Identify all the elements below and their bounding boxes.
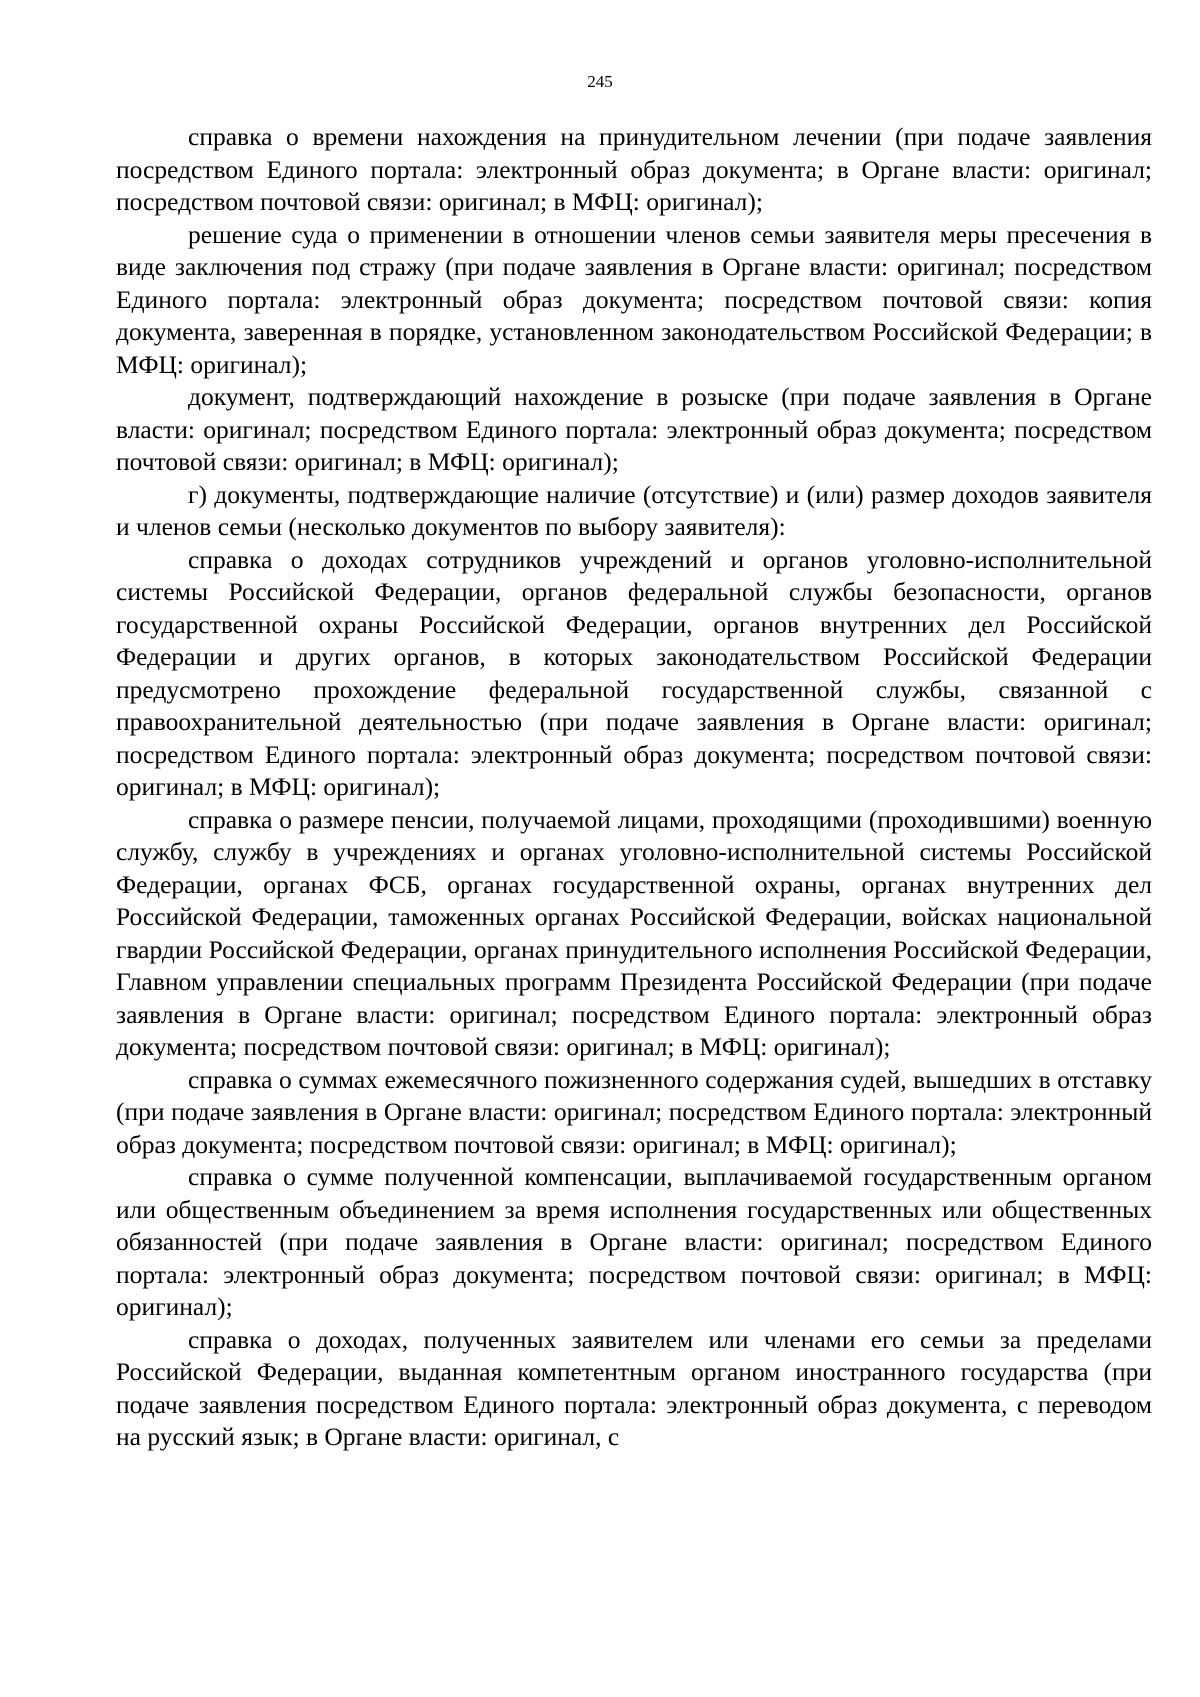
- document-body: [116, 121, 1152, 1454]
- paragraph-income-documents-heading: г) документы, подтверждающие наличие (отсутствие) и (или) размер доходов заявителя и членов семьи (несколько документов по выбору заявителя):: [116, 479, 1152, 541]
- page-number: 245: [587, 72, 613, 91]
- paragraph-law-enforcement-income-certificate: справка о доходах сотрудников учреждений и органов уголовно-исполнительной системы Российской Федерации, органов федеральной службы безопасности, органов государственной охраны Российской Федерации, органов внутренних дел Российской Федерации и других органов, в которых законодательством Российской Федерации предусмотрено прохождение федеральной государственной службы, связанной с правоохранительной деятельностью (при подаче заявления в Органе власти: оригинал; посредством Единого портала: электронный образ документа; посредством почтовой связи: оригинал; в МФЦ: оригинал);: [116, 544, 1152, 801]
- paragraph-wanted-list-document: документ, подтверждающий нахождение в розыске (при подаче заявления в Органе власти: оригинал; посредством Единого портала: электронный образ документа; посредством почтовой связи: оригинал; в МФЦ: оригинал);: [116, 382, 1152, 476]
- paragraph-pension-certificate: справка о размере пенсии, получаемой лицами, проходящими (проходившими) военную службу, службу в учреждениях и органах уголовно-исполнительной системы Российской Федерации, органах ФСБ, органах государственной охраны, органах внутренних дел Российской Федерации, таможенных органах Российской Федерации, войсках национальной гвардии Российской Федерации, органах принудительного исполнения Российской Федерации, Главном управлении специальных программ Президента Российской Федерации (при подаче заявления в Органе власти: оригинал; посредством Единого портала: электронный образ документа; посредством почтовой связи: оригинал; в МФЦ: оригинал);: [116, 804, 1152, 1061]
- paragraph-foreign-income-certificate: справка о доходах, полученных заявителем или членами его семьи за пределами Российской Федерации, выданная компетентным органом иностранного государства (при подаче заявления посредством Единого портала: электронный образ документа, с переводом на русский язык; в Органе власти: оригинал, с: [116, 1324, 1152, 1451]
- paragraph-forced-treatment-certificate: справка о времени нахождения на принудительном лечении (при подаче заявления посредством Единого портала: электронный образ документа; в Органе власти: оригинал; посредством почтовой связи: оригинал; в МФЦ: оригинал);: [116, 122, 1152, 216]
- paragraph-court-decision-detention: решение суда о применении в отношении членов семьи заявителя меры пресечения в виде заключения под стражу (при подаче заявления в Органе власти: оригинал; посредством Единого портала: электронный образ документа; посредством почтовой связи: копия документа, заверенная в порядке, установленном законодательством Российской Федерации; в МФЦ: оригинал);: [116, 219, 1152, 379]
- paragraph-compensation-certificate: справка о сумме полученной компенсации, выплачиваемой государственным органом или общественным объединением за время исполнения государственных или общественных обязанностей (при подаче заявления в Органе власти: оригинал; посредством Единого портала: электронный образ документа; посредством почтовой связи: оригинал; в МФЦ: оригинал);: [116, 1162, 1152, 1321]
- paragraph-retired-judges-certificate: справка о суммах ежемесячного пожизненного содержания судей, вышедших в отставку (при подаче заявления в Органе власти: оригинал; посредством Единого портала: электронный образ документа; посредством почтовой связи: оригинал; в МФЦ: оригинал);: [116, 1064, 1152, 1159]
